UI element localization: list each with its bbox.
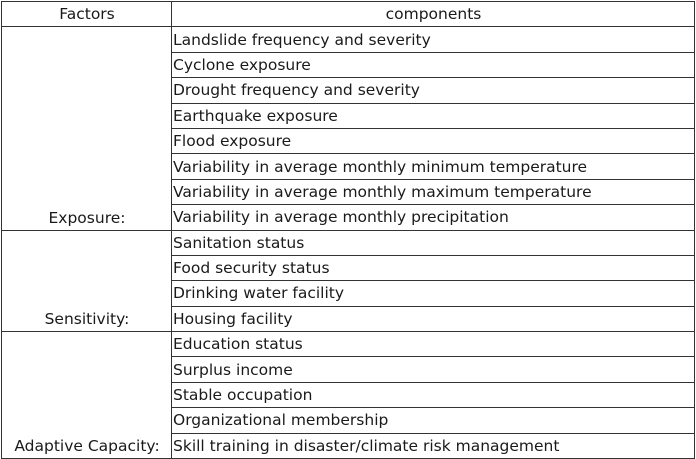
component-cell: Earthquake exposure: [172, 103, 695, 128]
component-cell: Drought frequency and severity: [172, 78, 695, 103]
header-row: [2, 2, 695, 27]
table-row: [2, 332, 695, 357]
component-cell: Skill training in disaster/climate risk management: [172, 433, 695, 458]
table-row: [2, 27, 695, 52]
component-cell: Organizational membership: [172, 408, 695, 433]
header-factors: Factors: [2, 2, 172, 27]
header-components: components: [172, 2, 695, 27]
component-cell: Variability in average monthly maximum temperature: [172, 179, 695, 204]
component-cell: Housing facility: [172, 306, 695, 331]
component-cell: Flood exposure: [172, 128, 695, 153]
component-cell: Stable occupation: [172, 382, 695, 407]
component-cell: Landslide frequency and severity: [172, 27, 695, 52]
component-cell: Surplus income: [172, 357, 695, 382]
component-cell: Sanitation status: [172, 230, 695, 255]
factors-components-table: [1, 1, 695, 459]
component-cell: Variability in average monthly minimum temperature: [172, 154, 695, 179]
factor-cell-exposure: Exposure:: [2, 27, 172, 230]
factor-cell-sensitivity: Sensitivity:: [2, 230, 172, 332]
component-cell: Food security status: [172, 255, 695, 280]
factor-cell-adaptive-capacity: Adaptive Capacity:: [2, 332, 172, 459]
component-cell: Variability in average monthly precipitation: [172, 205, 695, 230]
table-row: [2, 230, 695, 255]
component-cell: Cyclone exposure: [172, 52, 695, 77]
component-cell: Education status: [172, 332, 695, 357]
component-cell: Drinking water facility: [172, 281, 695, 306]
